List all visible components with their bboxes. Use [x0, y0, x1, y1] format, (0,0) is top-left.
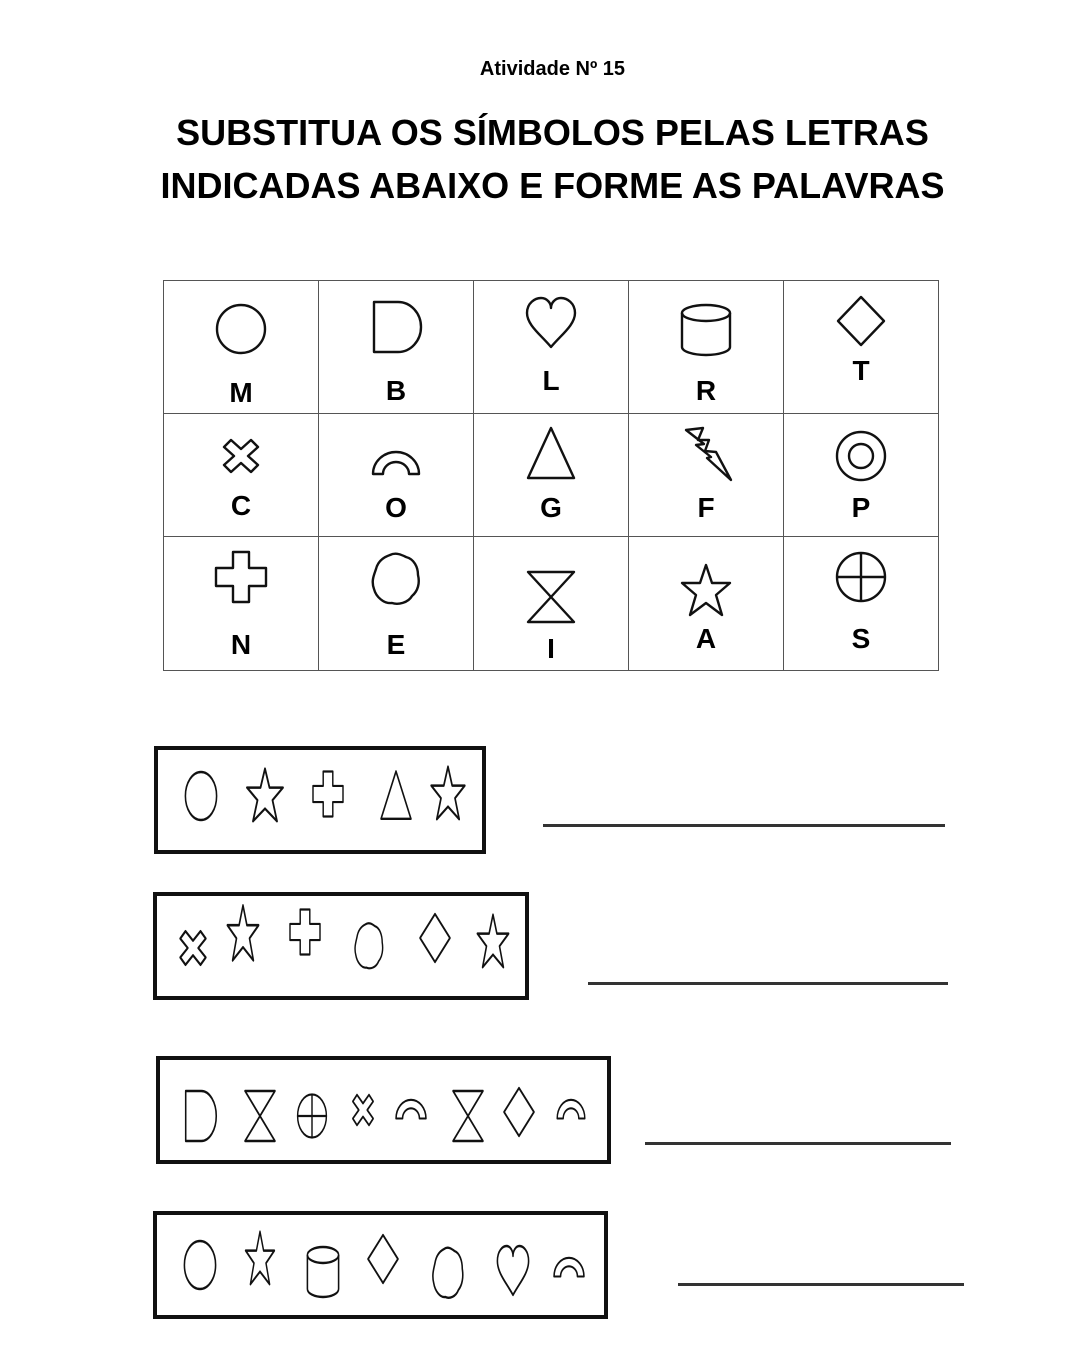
cloud-icon [433, 1248, 463, 1298]
key-cell [474, 537, 629, 671]
key-cell [319, 537, 474, 671]
key-letter: F [697, 492, 715, 523]
puzzle-symbols [157, 1215, 612, 1323]
heart-icon [521, 293, 581, 353]
cloud-icon [366, 549, 426, 609]
arch-icon [366, 434, 426, 494]
arch-icon [396, 1100, 426, 1119]
star-icon [431, 767, 465, 820]
key-row [164, 537, 939, 671]
circle-icon [211, 299, 271, 359]
key-cell [164, 414, 319, 537]
key-cell [319, 281, 474, 414]
key-letter: E [386, 629, 406, 660]
title-line-1: SUBSTITUA OS SÍMBOLOS PELAS LETRAS [176, 112, 929, 153]
answer-line[interactable] [678, 1283, 964, 1286]
puzzle-symbol-box [154, 746, 486, 854]
key-row [164, 281, 939, 414]
key-letter: S [851, 623, 871, 654]
d-shape-icon [186, 1091, 217, 1141]
cloud-icon [355, 923, 383, 968]
key-letter: G [540, 492, 562, 523]
d-shape-icon [366, 297, 426, 357]
key-cell [164, 537, 319, 671]
key-cell [629, 537, 784, 671]
lightning-icon [676, 424, 736, 484]
diamond-icon [831, 291, 891, 351]
key-letter: I [547, 633, 555, 664]
puzzle-symbol-box [156, 1056, 611, 1164]
key-cell [164, 281, 319, 414]
x-cross-icon [353, 1095, 373, 1125]
plus-cross-icon [290, 910, 320, 955]
answer-line[interactable] [645, 1142, 951, 1145]
key-cell [784, 281, 939, 414]
activity-number: Atividade Nº 15 [479, 58, 626, 80]
key-letter: M [229, 377, 253, 408]
circle-cross-icon [831, 547, 891, 607]
star-icon [247, 769, 283, 822]
hourglass-icon [245, 1091, 275, 1141]
circle-icon [185, 772, 216, 820]
puzzle-symbols [157, 896, 533, 1004]
heart-icon [497, 1246, 528, 1295]
answer-line[interactable] [588, 982, 948, 985]
cylinder-icon [307, 1247, 338, 1297]
plus-cross-icon [313, 772, 343, 817]
key-letter: O [385, 492, 407, 523]
circle-cross-icon [298, 1094, 327, 1137]
key-cell [784, 537, 939, 671]
key-letter: T [852, 355, 870, 386]
key-cell [474, 281, 629, 414]
key-letter: R [695, 375, 717, 406]
key-cell [784, 414, 939, 537]
title-line-2: INDICADAS ABAIXO E FORME AS PALAVRAS [160, 165, 945, 206]
circle-icon [184, 1241, 215, 1289]
cylinder-icon [676, 300, 736, 360]
triangle-icon [381, 771, 411, 819]
key-letter: B [385, 375, 407, 406]
plus-cross-icon [211, 547, 271, 607]
key-letter: C [230, 490, 252, 521]
key-letter: P [851, 492, 871, 523]
diamond-icon [368, 1235, 398, 1283]
diamond-icon [504, 1088, 534, 1136]
key-letter: N [230, 629, 252, 660]
x-cross-icon [211, 426, 271, 486]
key-cell [319, 414, 474, 537]
arch-icon [554, 1258, 584, 1277]
key-letter: L [542, 365, 560, 396]
star-icon [477, 915, 508, 968]
key-cell [474, 414, 629, 537]
puzzle-symbol-box [153, 892, 529, 1000]
star-icon [676, 561, 736, 621]
puzzle-symbols [158, 750, 490, 858]
hourglass-icon [453, 1091, 483, 1141]
page-title [0, 106, 1080, 212]
diamond-icon [420, 914, 450, 962]
hourglass-icon [521, 567, 581, 627]
triangle-icon [521, 424, 581, 484]
key-letter: A [695, 623, 717, 654]
key-cell [629, 414, 784, 537]
star-icon [246, 1232, 275, 1285]
double-circle-icon [831, 426, 891, 486]
star-icon [227, 905, 258, 960]
puzzle-symbol-box [153, 1211, 608, 1319]
x-cross-icon [180, 931, 206, 965]
answer-line[interactable] [543, 824, 945, 827]
symbol-key-table [163, 280, 939, 671]
puzzle-symbols [160, 1060, 615, 1168]
arch-icon [557, 1100, 585, 1119]
key-cell [629, 281, 784, 414]
key-row [164, 414, 939, 537]
